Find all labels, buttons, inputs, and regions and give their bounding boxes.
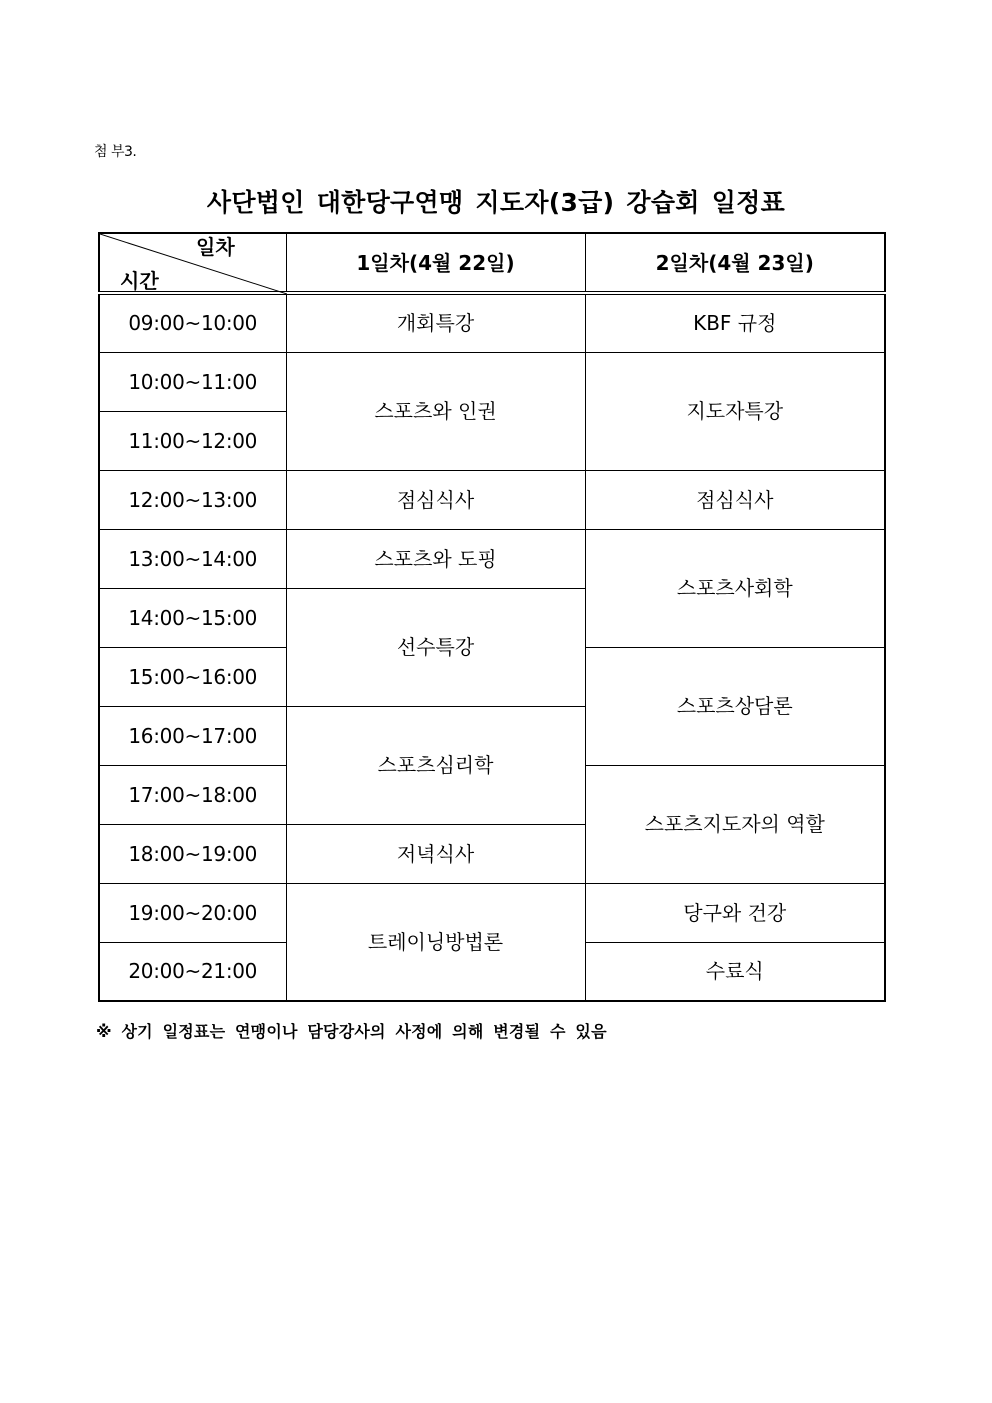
day1-session: 저녁식사	[286, 824, 585, 883]
day2-header: 2일차(4월 23일)	[585, 233, 885, 293]
day1-session: 트레이닝방법론	[286, 883, 585, 1001]
table-row	[99, 529, 885, 588]
day2-session: 지도자특강	[585, 352, 885, 470]
day1-header: 1일차(4월 22일)	[286, 233, 585, 293]
day2-session: 스포츠상담론	[585, 647, 885, 765]
header-row	[99, 233, 885, 293]
time-cell: 13:00~14:00	[99, 529, 286, 588]
day2-session: 수료식	[585, 942, 885, 1001]
time-cell: 10:00~11:00	[99, 352, 286, 411]
table-row	[99, 883, 885, 942]
day1-session: 스포츠와 도핑	[286, 529, 585, 588]
corner-time-label: 시간	[120, 269, 159, 293]
day2-session: 스포츠지도자의 역할	[585, 765, 885, 883]
day1-session: 점심식사	[286, 470, 585, 529]
time-cell: 17:00~18:00	[99, 765, 286, 824]
table-row	[99, 352, 885, 411]
schedule-table	[98, 232, 886, 1002]
time-cell: 15:00~16:00	[99, 647, 286, 706]
day2-session: 스포츠사회학	[585, 529, 885, 647]
time-cell: 12:00~13:00	[99, 470, 286, 529]
document-title: 사단법인 대한당구연맹 지도자(3급) 강습회 일정표	[206, 188, 786, 217]
time-cell: 11:00~12:00	[99, 411, 286, 470]
time-cell: 09:00~10:00	[99, 293, 286, 352]
day2-session: 당구와 건강	[585, 883, 885, 942]
day2-session: KBF 규정	[585, 293, 885, 352]
day1-session: 스포츠심리학	[286, 706, 585, 824]
attachment-label: 첨 부3.	[94, 144, 137, 160]
corner-cell	[99, 233, 286, 293]
table-row	[99, 470, 885, 529]
time-cell: 20:00~21:00	[99, 942, 286, 1001]
time-cell: 18:00~19:00	[99, 824, 286, 883]
day1-session: 선수특강	[286, 588, 585, 706]
time-cell: 16:00~17:00	[99, 706, 286, 765]
time-cell: 14:00~15:00	[99, 588, 286, 647]
day1-session: 개회특강	[286, 293, 585, 352]
day1-session: 스포츠와 인권	[286, 352, 585, 470]
time-cell: 19:00~20:00	[99, 883, 286, 942]
corner-day-label: 일차	[196, 235, 235, 259]
table-row	[99, 293, 885, 352]
footnote: ※ 상기 일정표는 연맹이나 담당강사의 사정에 의해 변경될 수 있음	[96, 1022, 607, 1041]
day2-session: 점심식사	[585, 470, 885, 529]
